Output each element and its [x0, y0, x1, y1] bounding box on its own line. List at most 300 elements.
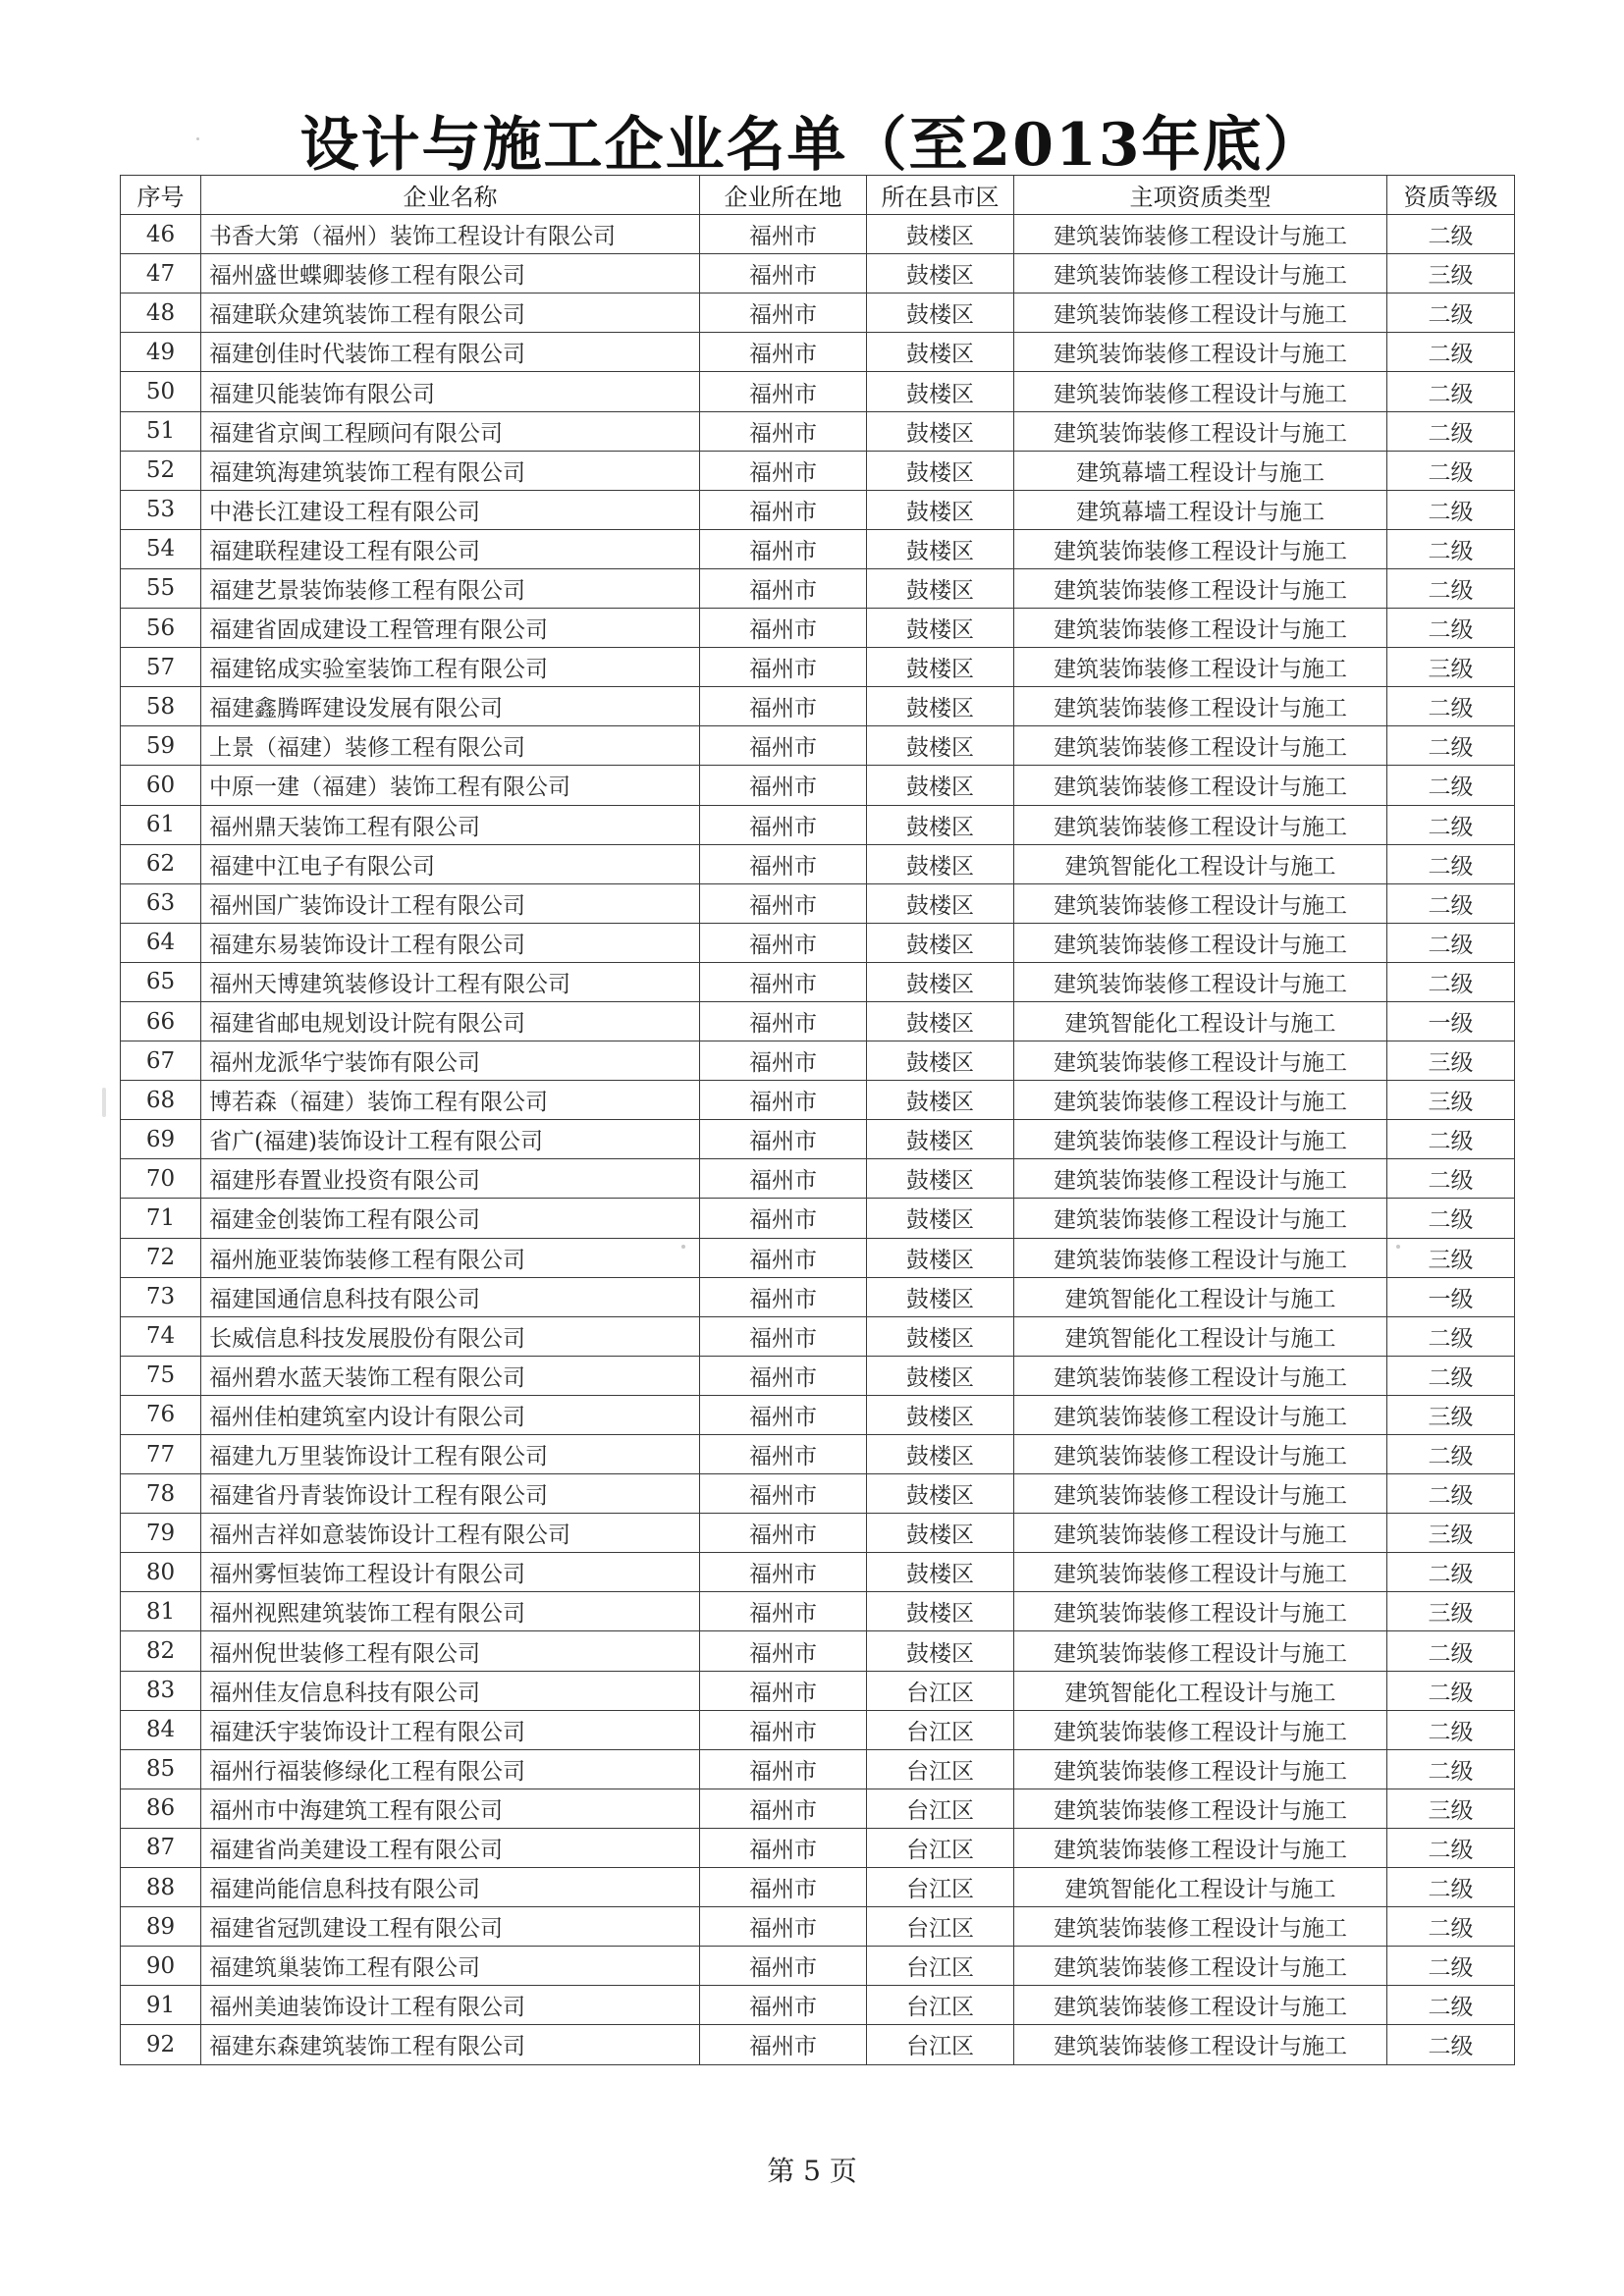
cell-city: 福州市 — [700, 844, 867, 883]
cell-city: 福州市 — [700, 1159, 867, 1199]
cell-qualification: 建筑装饰装修工程设计与施工 — [1014, 726, 1387, 766]
cell-city: 福州市 — [700, 1592, 867, 1631]
cell-qualification: 建筑装饰装修工程设计与施工 — [1014, 333, 1387, 372]
cell-city: 福州市 — [700, 411, 867, 451]
cell-company-name: 福建东森建筑装饰工程有限公司 — [201, 2025, 700, 2064]
cell-city: 福州市 — [700, 726, 867, 766]
cell-grade: 三级 — [1387, 648, 1515, 687]
table-row — [121, 2025, 1515, 2064]
cell-district: 鼓楼区 — [867, 1001, 1014, 1041]
cell-no: 68 — [121, 1081, 201, 1120]
table-row — [121, 215, 1515, 254]
cell-qualification: 建筑装饰装修工程设计与施工 — [1014, 254, 1387, 294]
cell-company-name: 福州雾恒装饰工程设计有限公司 — [201, 1553, 700, 1592]
cell-qualification: 建筑装饰装修工程设计与施工 — [1014, 411, 1387, 451]
cell-city: 福州市 — [700, 1986, 867, 2025]
cell-no: 92 — [121, 2025, 201, 2064]
cell-company-name: 福建尚能信息科技有限公司 — [201, 1868, 700, 1907]
cell-district: 台江区 — [867, 1749, 1014, 1789]
cell-district: 鼓楼区 — [867, 1081, 1014, 1120]
cell-grade: 二级 — [1387, 1986, 1515, 2025]
table-row — [121, 609, 1515, 648]
cell-district: 鼓楼区 — [867, 609, 1014, 648]
cell-no: 71 — [121, 1199, 201, 1238]
cell-city: 福州市 — [700, 1947, 867, 1986]
cell-grade: 二级 — [1387, 1868, 1515, 1907]
cell-no: 52 — [121, 451, 201, 490]
table-row — [121, 1474, 1515, 1514]
cell-qualification: 建筑装饰装修工程设计与施工 — [1014, 1041, 1387, 1081]
cell-district: 台江区 — [867, 1671, 1014, 1710]
cell-district: 鼓楼区 — [867, 687, 1014, 726]
cell-qualification: 建筑装饰装修工程设计与施工 — [1014, 805, 1387, 844]
cell-no: 73 — [121, 1277, 201, 1316]
table-row — [121, 333, 1515, 372]
cell-city: 福州市 — [700, 1199, 867, 1238]
cell-company-name: 福建筑海建筑装饰工程有限公司 — [201, 451, 700, 490]
cell-company-name: 福建筑巢装饰工程有限公司 — [201, 1947, 700, 1986]
cell-district: 鼓楼区 — [867, 1199, 1014, 1238]
cell-no: 81 — [121, 1592, 201, 1631]
table-row — [121, 1356, 1515, 1395]
table-row — [121, 687, 1515, 726]
cell-company-name: 福州美迪装饰设计工程有限公司 — [201, 1986, 700, 2025]
cell-grade: 二级 — [1387, 411, 1515, 451]
cell-company-name: 福建中江电子有限公司 — [201, 844, 700, 883]
cell-grade: 二级 — [1387, 215, 1515, 254]
cell-no: 64 — [121, 923, 201, 962]
cell-company-name: 福州行福装修绿化工程有限公司 — [201, 1749, 700, 1789]
cell-grade: 二级 — [1387, 333, 1515, 372]
cell-district: 台江区 — [867, 1868, 1014, 1907]
cell-no: 56 — [121, 609, 201, 648]
cell-company-name: 中港长江建设工程有限公司 — [201, 490, 700, 529]
cell-qualification: 建筑装饰装修工程设计与施工 — [1014, 1789, 1387, 1828]
table-row — [121, 1199, 1515, 1238]
cell-qualification: 建筑装饰装修工程设计与施工 — [1014, 372, 1387, 411]
cell-district: 鼓楼区 — [867, 844, 1014, 883]
cell-grade: 二级 — [1387, 568, 1515, 608]
table-row — [121, 1435, 1515, 1474]
cell-no: 53 — [121, 490, 201, 529]
cell-company-name: 书香大第（福州）装饰工程设计有限公司 — [201, 215, 700, 254]
cell-no: 49 — [121, 333, 201, 372]
cell-district: 鼓楼区 — [867, 1631, 1014, 1671]
cell-qualification: 建筑幕墙工程设计与施工 — [1014, 451, 1387, 490]
cell-grade: 二级 — [1387, 1710, 1515, 1749]
cell-no: 79 — [121, 1514, 201, 1553]
cell-company-name: 福建彤春置业投资有限公司 — [201, 1159, 700, 1199]
table-row — [121, 529, 1515, 568]
cell-city: 福州市 — [700, 451, 867, 490]
cell-qualification: 建筑装饰装修工程设计与施工 — [1014, 1907, 1387, 1947]
cell-grade: 三级 — [1387, 1789, 1515, 1828]
cell-company-name: 福建省丹青装饰设计工程有限公司 — [201, 1474, 700, 1514]
cell-no: 66 — [121, 1001, 201, 1041]
cell-no: 46 — [121, 215, 201, 254]
cell-qualification: 建筑智能化工程设计与施工 — [1014, 1671, 1387, 1710]
cell-qualification: 建筑装饰装修工程设计与施工 — [1014, 2025, 1387, 2064]
cell-grade: 二级 — [1387, 844, 1515, 883]
table-row — [121, 1277, 1515, 1316]
cell-district: 鼓楼区 — [867, 254, 1014, 294]
cell-district: 鼓楼区 — [867, 1041, 1014, 1081]
table-row — [121, 1120, 1515, 1159]
table-row — [121, 1828, 1515, 1867]
cell-grade: 一级 — [1387, 1001, 1515, 1041]
cell-grade: 二级 — [1387, 2025, 1515, 2064]
table-row — [121, 805, 1515, 844]
cell-city: 福州市 — [700, 962, 867, 1001]
cell-qualification: 建筑智能化工程设计与施工 — [1014, 844, 1387, 883]
cell-no: 76 — [121, 1395, 201, 1434]
cell-no: 80 — [121, 1553, 201, 1592]
cell-district: 鼓楼区 — [867, 1395, 1014, 1434]
cell-city: 福州市 — [700, 2025, 867, 2064]
table-row — [121, 1947, 1515, 1986]
cell-district: 台江区 — [867, 1947, 1014, 1986]
cell-no: 69 — [121, 1120, 201, 1159]
table-row — [121, 568, 1515, 608]
cell-company-name: 福州视熙建筑装饰工程有限公司 — [201, 1592, 700, 1631]
table-row — [121, 1001, 1515, 1041]
cell-qualification: 建筑装饰装修工程设计与施工 — [1014, 1238, 1387, 1277]
cell-grade: 二级 — [1387, 923, 1515, 962]
cell-company-name: 博若森（福建）装饰工程有限公司 — [201, 1081, 700, 1120]
cell-district: 鼓楼区 — [867, 1277, 1014, 1316]
table-row — [121, 1671, 1515, 1710]
cell-no: 65 — [121, 962, 201, 1001]
cell-company-name: 福建省邮电规划设计院有限公司 — [201, 1001, 700, 1041]
cell-city: 福州市 — [700, 568, 867, 608]
cell-company-name: 上景（福建）装修工程有限公司 — [201, 726, 700, 766]
cell-grade: 二级 — [1387, 766, 1515, 805]
cell-city: 福州市 — [700, 1907, 867, 1947]
cell-company-name: 福建创佳时代装饰工程有限公司 — [201, 333, 700, 372]
table-row — [121, 1868, 1515, 1907]
cell-qualification: 建筑装饰装修工程设计与施工 — [1014, 1553, 1387, 1592]
cell-grade: 三级 — [1387, 254, 1515, 294]
cell-grade: 三级 — [1387, 1081, 1515, 1120]
cell-grade: 二级 — [1387, 1316, 1515, 1356]
table-row — [121, 648, 1515, 687]
table-row — [121, 1749, 1515, 1789]
cell-grade: 二级 — [1387, 490, 1515, 529]
cell-district: 鼓楼区 — [867, 962, 1014, 1001]
cell-city: 福州市 — [700, 529, 867, 568]
cell-city: 福州市 — [700, 254, 867, 294]
cell-district: 鼓楼区 — [867, 648, 1014, 687]
cell-district: 鼓楼区 — [867, 333, 1014, 372]
table-row — [121, 451, 1515, 490]
cell-grade: 二级 — [1387, 805, 1515, 844]
cell-qualification: 建筑装饰装修工程设计与施工 — [1014, 1710, 1387, 1749]
cell-city: 福州市 — [700, 766, 867, 805]
cell-qualification: 建筑装饰装修工程设计与施工 — [1014, 1199, 1387, 1238]
cell-district: 鼓楼区 — [867, 883, 1014, 923]
cell-grade: 一级 — [1387, 1277, 1515, 1316]
cell-city: 福州市 — [700, 215, 867, 254]
cell-grade: 三级 — [1387, 1514, 1515, 1553]
cell-company-name: 福州施亚装饰装修工程有限公司 — [201, 1238, 700, 1277]
table-row — [121, 766, 1515, 805]
cell-no: 63 — [121, 883, 201, 923]
cell-grade: 二级 — [1387, 1947, 1515, 1986]
cell-district: 鼓楼区 — [867, 726, 1014, 766]
cell-qualification: 建筑装饰装修工程设计与施工 — [1014, 1474, 1387, 1514]
cell-qualification: 建筑装饰装修工程设计与施工 — [1014, 1986, 1387, 2025]
cell-grade: 三级 — [1387, 1041, 1515, 1081]
cell-qualification: 建筑装饰装修工程设计与施工 — [1014, 923, 1387, 962]
table-row — [121, 1316, 1515, 1356]
cell-city: 福州市 — [700, 1120, 867, 1159]
cell-qualification: 建筑智能化工程设计与施工 — [1014, 1001, 1387, 1041]
cell-qualification: 建筑装饰装修工程设计与施工 — [1014, 1395, 1387, 1434]
cell-company-name: 省广(福建)装饰设计工程有限公司 — [201, 1120, 700, 1159]
cell-city: 福州市 — [700, 687, 867, 726]
cell-no: 62 — [121, 844, 201, 883]
cell-grade: 二级 — [1387, 1199, 1515, 1238]
cell-no: 83 — [121, 1671, 201, 1710]
table-row — [121, 254, 1515, 294]
cell-qualification: 建筑装饰装修工程设计与施工 — [1014, 1631, 1387, 1671]
column-header-city: 企业所在地 — [700, 176, 867, 215]
cell-company-name: 中原一建（福建）装饰工程有限公司 — [201, 766, 700, 805]
cell-district: 鼓楼区 — [867, 1316, 1014, 1356]
cell-district: 台江区 — [867, 1710, 1014, 1749]
column-header-no: 序号 — [121, 176, 201, 215]
cell-city: 福州市 — [700, 883, 867, 923]
page-number: 第 5 页 — [767, 2155, 857, 2187]
cell-qualification: 建筑幕墙工程设计与施工 — [1014, 490, 1387, 529]
cell-company-name: 福州佳友信息科技有限公司 — [201, 1671, 700, 1710]
cell-grade: 三级 — [1387, 1238, 1515, 1277]
cell-district: 台江区 — [867, 1789, 1014, 1828]
cell-grade: 三级 — [1387, 1395, 1515, 1434]
cell-no: 90 — [121, 1947, 201, 1986]
cell-company-name: 福州盛世蝶卿装修工程有限公司 — [201, 254, 700, 294]
cell-district: 鼓楼区 — [867, 411, 1014, 451]
cell-no: 57 — [121, 648, 201, 687]
cell-district: 鼓楼区 — [867, 1474, 1014, 1514]
cell-city: 福州市 — [700, 1238, 867, 1277]
cell-qualification: 建筑装饰装修工程设计与施工 — [1014, 568, 1387, 608]
cell-city: 福州市 — [700, 648, 867, 687]
cell-qualification: 建筑装饰装修工程设计与施工 — [1014, 215, 1387, 254]
cell-district: 鼓楼区 — [867, 1159, 1014, 1199]
cell-grade: 二级 — [1387, 294, 1515, 333]
cell-district: 鼓楼区 — [867, 490, 1014, 529]
table-row — [121, 1159, 1515, 1199]
table-row — [121, 1592, 1515, 1631]
cell-district: 台江区 — [867, 2025, 1014, 2064]
cell-district: 鼓楼区 — [867, 1514, 1014, 1553]
cell-district: 鼓楼区 — [867, 215, 1014, 254]
cell-city: 福州市 — [700, 1395, 867, 1434]
cell-grade: 二级 — [1387, 1474, 1515, 1514]
cell-city: 福州市 — [700, 1001, 867, 1041]
cell-city: 福州市 — [700, 372, 867, 411]
cell-city: 福州市 — [700, 805, 867, 844]
cell-grade: 二级 — [1387, 529, 1515, 568]
cell-no: 55 — [121, 568, 201, 608]
cell-no: 72 — [121, 1238, 201, 1277]
table-row — [121, 883, 1515, 923]
cell-company-name: 福州鼎天装饰工程有限公司 — [201, 805, 700, 844]
cell-qualification: 建筑装饰装修工程设计与施工 — [1014, 609, 1387, 648]
cell-district: 鼓楼区 — [867, 1238, 1014, 1277]
cell-qualification: 建筑装饰装修工程设计与施工 — [1014, 1435, 1387, 1474]
cell-city: 福州市 — [700, 1789, 867, 1828]
cell-qualification: 建筑装饰装修工程设计与施工 — [1014, 1592, 1387, 1631]
cell-no: 67 — [121, 1041, 201, 1081]
table-row — [121, 726, 1515, 766]
table-row — [121, 372, 1515, 411]
cell-company-name: 长威信息科技发展股份有限公司 — [201, 1316, 700, 1356]
cell-company-name: 福建鑫腾晖建设发展有限公司 — [201, 687, 700, 726]
cell-district: 鼓楼区 — [867, 451, 1014, 490]
cell-grade: 二级 — [1387, 726, 1515, 766]
cell-qualification: 建筑装饰装修工程设计与施工 — [1014, 1828, 1387, 1867]
cell-company-name: 福建国通信息科技有限公司 — [201, 1277, 700, 1316]
cell-qualification: 建筑装饰装修工程设计与施工 — [1014, 1159, 1387, 1199]
cell-district: 鼓楼区 — [867, 923, 1014, 962]
cell-no: 87 — [121, 1828, 201, 1867]
cell-no: 74 — [121, 1316, 201, 1356]
cell-no: 50 — [121, 372, 201, 411]
cell-company-name: 福建省京闽工程顾问有限公司 — [201, 411, 700, 451]
cell-city: 福州市 — [700, 1631, 867, 1671]
cell-company-name: 福州市中海建筑工程有限公司 — [201, 1789, 700, 1828]
table-row — [121, 411, 1515, 451]
column-header-grade: 资质等级 — [1387, 176, 1515, 215]
column-header-qualification: 主项资质类型 — [1014, 176, 1387, 215]
cell-city: 福州市 — [700, 1710, 867, 1749]
cell-grade: 二级 — [1387, 687, 1515, 726]
cell-qualification: 建筑智能化工程设计与施工 — [1014, 1277, 1387, 1316]
cell-grade: 二级 — [1387, 1671, 1515, 1710]
table-row — [121, 1907, 1515, 1947]
cell-city: 福州市 — [700, 1435, 867, 1474]
cell-district: 鼓楼区 — [867, 1553, 1014, 1592]
table-row — [121, 923, 1515, 962]
cell-city: 福州市 — [700, 1553, 867, 1592]
cell-company-name: 福建九万里装饰设计工程有限公司 — [201, 1435, 700, 1474]
cell-qualification: 建筑装饰装修工程设计与施工 — [1014, 687, 1387, 726]
cell-qualification: 建筑装饰装修工程设计与施工 — [1014, 766, 1387, 805]
cell-no: 88 — [121, 1868, 201, 1907]
cell-grade: 二级 — [1387, 962, 1515, 1001]
cell-company-name: 福建沃宇装饰设计工程有限公司 — [201, 1710, 700, 1749]
cell-qualification: 建筑装饰装修工程设计与施工 — [1014, 1120, 1387, 1159]
cell-qualification: 建筑装饰装修工程设计与施工 — [1014, 648, 1387, 687]
cell-no: 85 — [121, 1749, 201, 1789]
cell-no: 48 — [121, 294, 201, 333]
cell-city: 福州市 — [700, 1041, 867, 1081]
cell-no: 47 — [121, 254, 201, 294]
cell-company-name: 福州国广装饰设计工程有限公司 — [201, 883, 700, 923]
cell-city: 福州市 — [700, 1868, 867, 1907]
cell-city: 福州市 — [700, 1277, 867, 1316]
cell-grade: 二级 — [1387, 883, 1515, 923]
cell-qualification: 建筑装饰装修工程设计与施工 — [1014, 1749, 1387, 1789]
cell-no: 70 — [121, 1159, 201, 1199]
cell-grade: 二级 — [1387, 1907, 1515, 1947]
cell-no: 82 — [121, 1631, 201, 1671]
table-row — [121, 1986, 1515, 2025]
table-row — [121, 1710, 1515, 1749]
cell-qualification: 建筑智能化工程设计与施工 — [1014, 1868, 1387, 1907]
cell-qualification: 建筑装饰装修工程设计与施工 — [1014, 1081, 1387, 1120]
cell-company-name: 福建联众建筑装饰工程有限公司 — [201, 294, 700, 333]
table-row — [121, 1789, 1515, 1828]
table-row — [121, 294, 1515, 333]
cell-company-name: 福建贝能装饰有限公司 — [201, 372, 700, 411]
cell-city: 福州市 — [700, 1749, 867, 1789]
cell-city: 福州市 — [700, 1474, 867, 1514]
cell-grade: 二级 — [1387, 1631, 1515, 1671]
cell-company-name: 福建东易装饰设计工程有限公司 — [201, 923, 700, 962]
cell-company-name: 福州吉祥如意装饰设计工程有限公司 — [201, 1514, 700, 1553]
table-row — [121, 1631, 1515, 1671]
cell-district: 台江区 — [867, 1828, 1014, 1867]
cell-company-name: 福州碧水蓝天装饰工程有限公司 — [201, 1356, 700, 1395]
cell-grade: 二级 — [1387, 372, 1515, 411]
cell-district: 鼓楼区 — [867, 1356, 1014, 1395]
cell-company-name: 福州天博建筑装修设计工程有限公司 — [201, 962, 700, 1001]
cell-no: 84 — [121, 1710, 201, 1749]
cell-no: 91 — [121, 1986, 201, 2025]
cell-qualification: 建筑装饰装修工程设计与施工 — [1014, 1356, 1387, 1395]
cell-district: 台江区 — [867, 1907, 1014, 1947]
cell-company-name: 福建省尚美建设工程有限公司 — [201, 1828, 700, 1867]
table-row — [121, 1238, 1515, 1277]
cell-company-name: 福建省固成建设工程管理有限公司 — [201, 609, 700, 648]
table-row — [121, 1553, 1515, 1592]
table-row — [121, 490, 1515, 529]
cell-city: 福州市 — [700, 294, 867, 333]
table-row — [121, 844, 1515, 883]
cell-qualification: 建筑装饰装修工程设计与施工 — [1014, 1514, 1387, 1553]
cell-district: 鼓楼区 — [867, 568, 1014, 608]
cell-district: 鼓楼区 — [867, 372, 1014, 411]
cell-grade: 二级 — [1387, 1828, 1515, 1867]
table-row — [121, 962, 1515, 1001]
cell-grade: 二级 — [1387, 1435, 1515, 1474]
cell-no: 61 — [121, 805, 201, 844]
cell-grade: 二级 — [1387, 1356, 1515, 1395]
cell-district: 鼓楼区 — [867, 766, 1014, 805]
cell-district: 鼓楼区 — [867, 294, 1014, 333]
cell-grade: 二级 — [1387, 1749, 1515, 1789]
cell-grade: 二级 — [1387, 1120, 1515, 1159]
cell-qualification: 建筑装饰装修工程设计与施工 — [1014, 529, 1387, 568]
cell-no: 60 — [121, 766, 201, 805]
table-row — [121, 1041, 1515, 1081]
cell-no: 75 — [121, 1356, 201, 1395]
cell-district: 鼓楼区 — [867, 805, 1014, 844]
scan-speck — [102, 1088, 106, 1117]
column-header-name: 企业名称 — [201, 176, 700, 215]
cell-city: 福州市 — [700, 490, 867, 529]
cell-no: 86 — [121, 1789, 201, 1828]
cell-grade: 三级 — [1387, 1592, 1515, 1631]
cell-city: 福州市 — [700, 1356, 867, 1395]
cell-grade: 二级 — [1387, 609, 1515, 648]
cell-city: 福州市 — [700, 1514, 867, 1553]
cell-district: 鼓楼区 — [867, 1120, 1014, 1159]
cell-no: 51 — [121, 411, 201, 451]
